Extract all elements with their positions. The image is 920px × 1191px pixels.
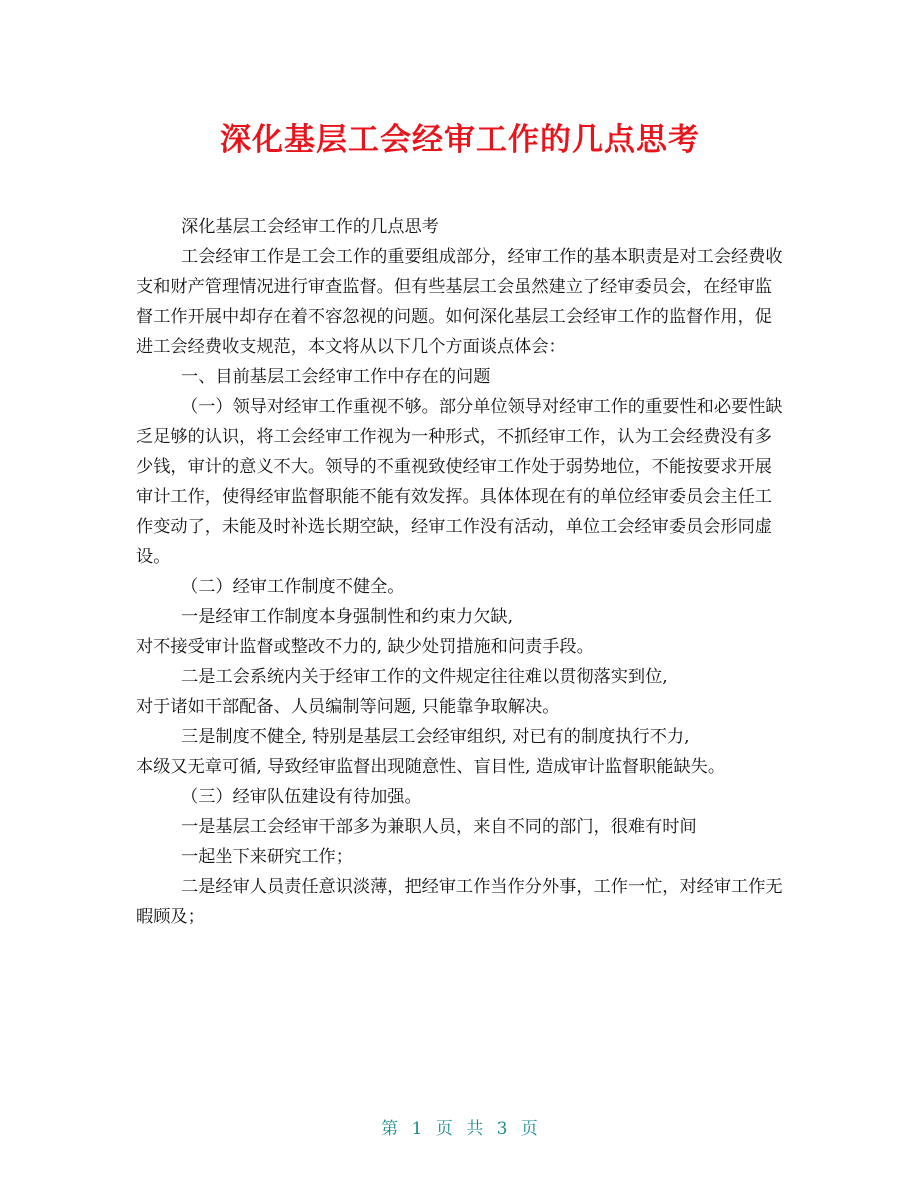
paragraph-point-3-item-2: 二是经审人员责任意识淡薄，把经审工作当作分外事，工作一忙，对经审工作无暇顾及； [136, 877, 783, 927]
document-title: 深化基层工会经审工作的几点思考 [220, 122, 700, 158]
paragraph-point-2-item-3b: 本级又无章可循, 导致经审监督出现随意性、盲目性, 造成审计监督职能缺失。 [136, 757, 726, 777]
paragraph-point-3-item-1b: 一起坐下来研究工作； [181, 847, 353, 867]
paragraph-point-3-heading: （三）经审队伍建设有待加强。 [181, 787, 422, 807]
paragraph-point-2-item-1a: 一是经审工作制度本身强制性和约束力欠缺, [181, 607, 514, 627]
document-body [136, 212, 786, 932]
paragraph-point-3-item-1a: 一是基层工会经审干部多为兼职人员，来自不同的部门，很难有时间 [181, 817, 697, 837]
paragraph-point-1: （一）领导对经审工作重视不够。部分单位领导对经审工作的重要性和必要性缺乏足够的认识，将工会经审工作视为一种形式，不抓经审工作，认为工会经费没有多少钱，审计的意义不大。领导的不重视致使经审工作处于弱势地位，不能按要求开展审计工作，使得经审监督职能不能有效发挥。具体体现在有的单位经审委员会主任工作变动了，未能及时补选长期空缺，经审工作没有活动，单位工会经审委员会形同虚设。 [136, 397, 783, 567]
paragraph-intro: 工会经审工作是工会工作的重要组成部分，经审工作的基本职责是对工会经费收支和财产管理情况进行审查监督。但有些基层工会虽然建立了经审委员会，在经审监督工作开展中却存在着不容忽视的问题。如何深化基层工会经审工作的监督作用，促进工会经费收支规范，本文将从以下几个方面谈点体会： [136, 247, 783, 357]
paragraph-point-2-item-2b: 对于诸如干部配备、人员编制等问题, 只能靠争取解决。 [136, 697, 560, 717]
paragraph-subtitle: 深化基层工会经审工作的几点思考 [181, 217, 439, 237]
paragraph-point-2-heading: （二）经审工作制度不健全。 [181, 577, 405, 597]
paragraph-point-2-item-3a: 三是制度不健全, 特别是基层工会经审组织, 对已有的制度执行不力, [181, 727, 690, 747]
page-number-footer: 第 1 页 共 3 页 [381, 1119, 539, 1139]
section-heading-problems: 一、目前基层工会经审工作中存在的问题 [181, 367, 491, 387]
paragraph-point-2-item-1b: 对不接受审计监督或整改不力的, 缺少处罚措施和问责手段。 [136, 637, 594, 657]
paragraph-point-2-item-2a: 二是工会系统内关于经审工作的文件规定往往难以贯彻落实到位, [181, 667, 668, 687]
